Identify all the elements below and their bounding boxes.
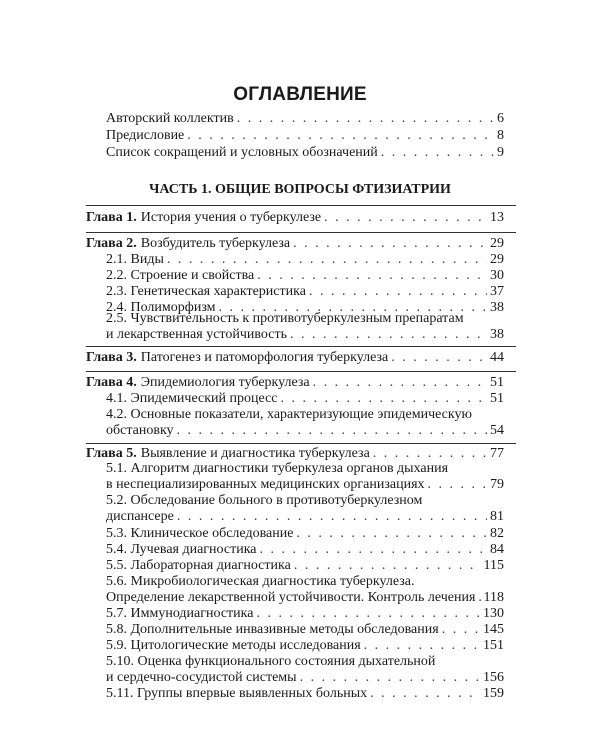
entry-page: 82 — [490, 526, 504, 541]
dot-leader — [256, 606, 480, 622]
toc-section-5-9[interactable] — [106, 638, 504, 654]
entry-text: 5.8. Дополнительные инвазивные методы обследования — [106, 622, 439, 637]
entry-page: 51 — [490, 375, 504, 390]
chapter-label: Глава 3. — [86, 350, 137, 365]
chapter-label: Глава 5. — [86, 446, 137, 461]
dot-leader — [187, 128, 494, 144]
entry-page: 13 — [490, 210, 504, 225]
toc-section-2-1[interactable] — [106, 252, 504, 268]
entry-page: 145 — [483, 622, 504, 637]
entry-page: 54 — [490, 423, 504, 438]
toc-section-5-6-line1[interactable]: 5.6. Микробиологическая диагностика туберкулеза. — [106, 574, 415, 589]
entry-page: 79 — [490, 477, 504, 492]
dot-leader — [294, 558, 481, 574]
dot-leader — [442, 622, 480, 638]
dot-leader — [281, 391, 488, 407]
entry-text: Возбудитель туберкулеза — [140, 236, 291, 251]
entry-text: в неспециализированных медицинских организациях — [106, 477, 425, 492]
divider — [86, 346, 516, 347]
dot-leader — [296, 526, 487, 542]
page-title: ОГЛАВЛЕНИЕ — [233, 84, 367, 105]
divider — [86, 443, 516, 444]
entry-text: и сердечно-сосудистой системы — [106, 670, 297, 685]
entry-page: 151 — [483, 638, 504, 653]
toc-section-5-2-line1[interactable]: 5.2. Обследование больного в противотуберкулезном — [106, 493, 423, 508]
toc-section-5-10-line1[interactable]: 5.10. Оценка функционального состояния дыхательной — [106, 654, 436, 669]
entry-text: 2.4. Полиморфизм — [106, 300, 216, 315]
toc-chapter-2[interactable] — [86, 236, 504, 252]
toc-chapter-3[interactable] — [86, 350, 504, 366]
entry-text: Авторский коллектив — [106, 111, 234, 126]
dot-leader — [167, 252, 487, 268]
dot-leader — [478, 590, 480, 606]
toc-chapter-5[interactable] — [86, 446, 504, 462]
toc-chapter-1[interactable] — [86, 210, 504, 226]
entry-text: 2.2. Строение и свойства — [106, 268, 255, 283]
dot-leader — [364, 638, 480, 654]
dot-leader — [381, 145, 494, 161]
toc-section-2-5-line1[interactable]: 2.5. Чувствительность к противотуберкулезным препаратам — [106, 311, 464, 326]
entry-page: 29 — [490, 252, 504, 267]
toc-section-5-6[interactable] — [106, 590, 504, 606]
entry-page: 30 — [490, 268, 504, 283]
toc-section-5-1[interactable] — [106, 477, 504, 493]
entry-page: 115 — [483, 558, 504, 573]
chapter-label: Глава 1. — [86, 210, 137, 225]
toc-entry-abbreviations[interactable] — [106, 145, 504, 161]
entry-page: 37 — [490, 284, 504, 299]
entry-page: 156 — [483, 670, 504, 685]
entry-text: диспансере — [106, 509, 174, 524]
entry-text: Определение лекарственной устойчивости. Контроль лечения — [106, 590, 476, 605]
entry-text: История учения о туберкулезе — [140, 210, 322, 225]
entry-text: Список сокращений и условных обозначений — [106, 145, 378, 160]
toc-section-5-1-line1[interactable]: 5.1. Алгоритм диагностики туберкулеза органов дыхания — [106, 461, 449, 476]
toc-section-5-3[interactable] — [106, 526, 504, 542]
entry-page: 118 — [483, 590, 504, 605]
toc-section-4-1[interactable] — [106, 391, 504, 407]
entry-text: 4.1. Эпидемический процесс — [106, 391, 278, 406]
dot-leader — [293, 236, 487, 252]
dot-leader — [290, 327, 487, 343]
dot-leader — [257, 268, 487, 284]
toc-section-5-11[interactable] — [106, 686, 504, 702]
entry-page: 9 — [497, 145, 504, 160]
entry-page: 38 — [490, 327, 504, 342]
dot-leader — [428, 477, 487, 493]
dot-leader — [260, 542, 487, 558]
dot-leader — [391, 350, 487, 366]
dot-leader — [313, 375, 487, 391]
entry-page: 84 — [490, 542, 504, 557]
dot-leader — [370, 686, 480, 702]
entry-page: 130 — [483, 606, 504, 621]
dot-leader — [177, 509, 487, 525]
entry-text: Выявление и диагностика туберкулеза — [140, 446, 370, 461]
toc-section-5-4[interactable] — [106, 542, 504, 558]
toc-section-2-2[interactable] — [106, 268, 504, 284]
entry-page: 44 — [490, 350, 504, 365]
toc-section-4-2[interactable] — [106, 423, 504, 439]
toc-section-5-2[interactable] — [106, 509, 504, 525]
dot-leader — [300, 670, 480, 686]
dot-leader — [373, 446, 487, 462]
toc-section-4-2-line1[interactable]: 4.2. Основные показатели, характеризующие эпидемическую — [106, 407, 472, 422]
dot-leader — [309, 284, 487, 300]
dot-leader — [177, 423, 487, 439]
entry-text: Предисловие — [106, 128, 185, 143]
entry-page: 77 — [490, 446, 504, 461]
entry-text: 5.5. Лабораторная диагностика — [106, 558, 291, 573]
dot-leader — [237, 111, 494, 127]
toc-section-2-5[interactable] — [106, 327, 504, 343]
entry-page: 81 — [490, 509, 504, 524]
entry-text: 2.1. Виды — [106, 252, 164, 267]
entry-page: 29 — [490, 236, 504, 251]
chapter-label: Глава 2. — [86, 236, 137, 251]
entry-text: Эпидемиология туберкулеза — [140, 375, 310, 390]
entry-text: 5.9. Цитологические методы исследования — [106, 638, 361, 653]
chapter-label: Глава 4. — [86, 375, 137, 390]
toc-entry-authors[interactable] — [106, 111, 504, 127]
toc-section-5-10[interactable] — [106, 670, 504, 686]
entry-text: и лекарственная устойчивость — [106, 327, 287, 342]
entry-text: обстановку — [106, 423, 174, 438]
toc-section-5-8[interactable] — [106, 622, 504, 638]
entry-text: 5.11. Группы впервые выявленных больных — [106, 686, 368, 701]
entry-page: 6 — [497, 111, 504, 126]
dot-leader — [324, 210, 487, 226]
toc-section-2-3[interactable] — [106, 284, 504, 300]
entry-page: 38 — [490, 300, 504, 315]
entry-text: Патогенез и патоморфология туберкулеза — [140, 350, 389, 365]
entry-text: 5.4. Лучевая диагностика — [106, 542, 257, 557]
entry-page: 159 — [483, 686, 504, 701]
entry-text: 2.3. Генетическая характеристика — [106, 284, 306, 299]
entry-text: 5.7. Иммунодиагностика — [106, 606, 254, 621]
divider — [86, 232, 516, 233]
toc-section-5-7[interactable] — [106, 606, 504, 622]
part-heading: ЧАСТЬ 1. ОБЩИЕ ВОПРОСЫ ФТИЗИАТРИИ — [149, 182, 451, 197]
toc-chapter-4[interactable] — [86, 375, 504, 391]
divider — [86, 205, 516, 206]
entry-page: 51 — [490, 391, 504, 406]
toc-entry-preface[interactable] — [106, 128, 504, 144]
entry-page: 8 — [497, 128, 504, 143]
divider — [86, 371, 516, 372]
toc-section-5-5[interactable] — [106, 558, 504, 574]
entry-text: 5.3. Клиническое обследование — [106, 526, 294, 541]
